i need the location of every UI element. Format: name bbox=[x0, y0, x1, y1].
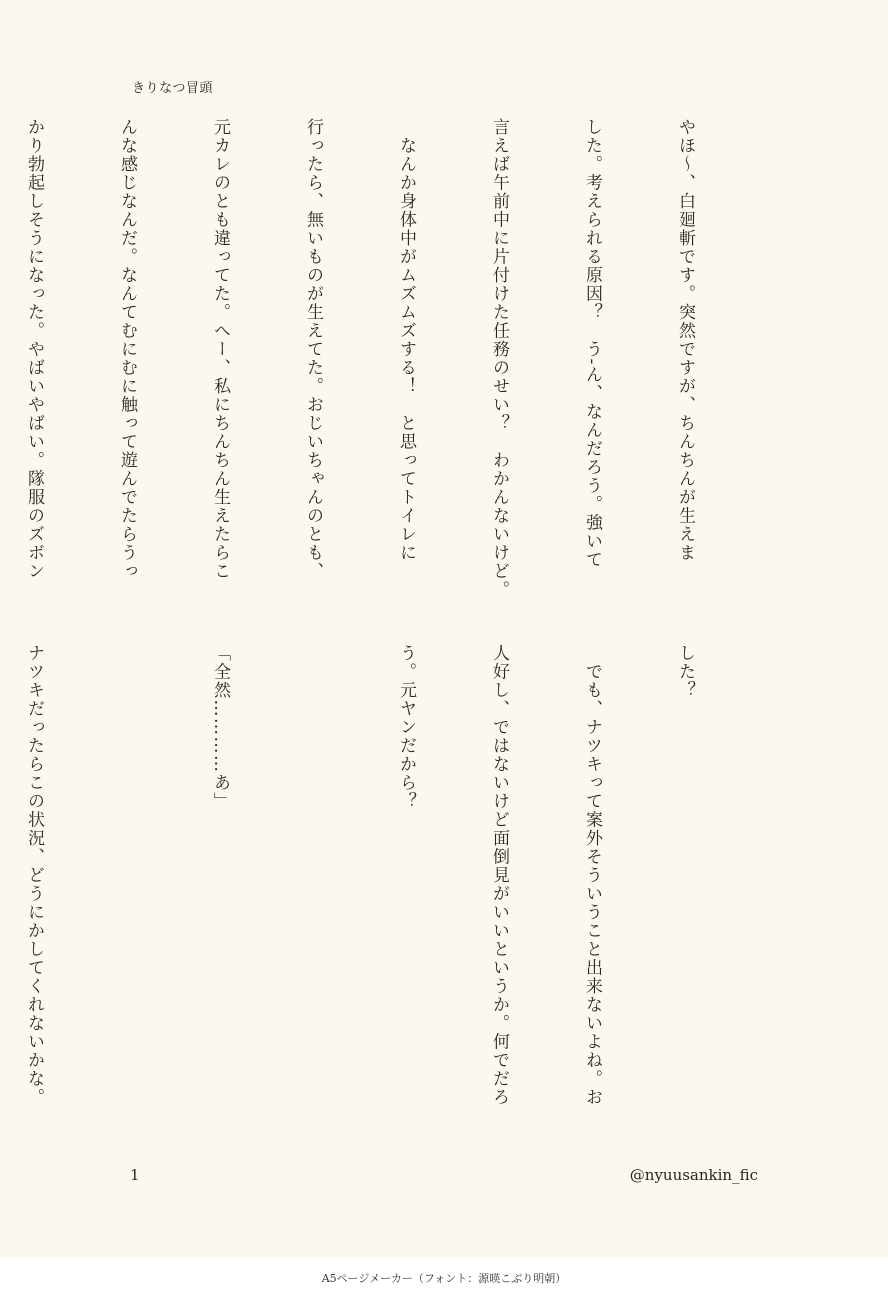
text-line: んな感じなんだ。なんてむにむに触って遊んでたらうっ bbox=[117, 118, 137, 581]
page-header-title: きりなつ冒頭 bbox=[132, 81, 214, 96]
text-line: かり勃起しそうになった。やばいやばい。隊服のズボン bbox=[24, 118, 44, 581]
text-line: う。元ヤンだから？ bbox=[396, 644, 416, 811]
text-line: でも、ナツキって案外そういうこと出来ないよね。お bbox=[582, 644, 602, 1107]
author-handle: @nyuusankin_fic bbox=[629, 1166, 758, 1184]
text-block-bottom bbox=[0, 644, 762, 1134]
blank-line bbox=[297, 644, 328, 1134]
text-line: した？ bbox=[675, 644, 695, 700]
text-line: ナツキだったらこの状況、どうにかしてくれないかな。 bbox=[24, 644, 44, 1107]
text-line: やほ〜、白廻斬です。突然ですが、ちんちんが生えま bbox=[675, 118, 695, 562]
page-number: 1 bbox=[130, 1166, 140, 1184]
text-line: なんか身体中がムズムズする！ と思ってトイレに bbox=[396, 118, 416, 562]
text-line: 「全然…………あ」 bbox=[210, 644, 230, 811]
text-line: した。考えられる原因？ う-ん、なんだろう。強いて bbox=[582, 118, 602, 570]
footer-credit: A5ページメーカー（フォント：源暎こぶり明朝） bbox=[0, 1258, 888, 1300]
text-line: 元カレのとも違ってた。へー、私にちんちん生えたらこ bbox=[210, 118, 230, 581]
blank-line bbox=[111, 644, 142, 1134]
text-block-top bbox=[0, 118, 762, 598]
text-line: 行ったら、無いものが生えてた。おじいちゃんのとも、 bbox=[303, 118, 323, 581]
text-line: 人好し、ではないけど面倒見がいいというか。何でだろ bbox=[489, 644, 509, 1107]
text-line: 言えば午前中に片付けた任務のせい？ わかんないけど。 bbox=[489, 118, 509, 599]
